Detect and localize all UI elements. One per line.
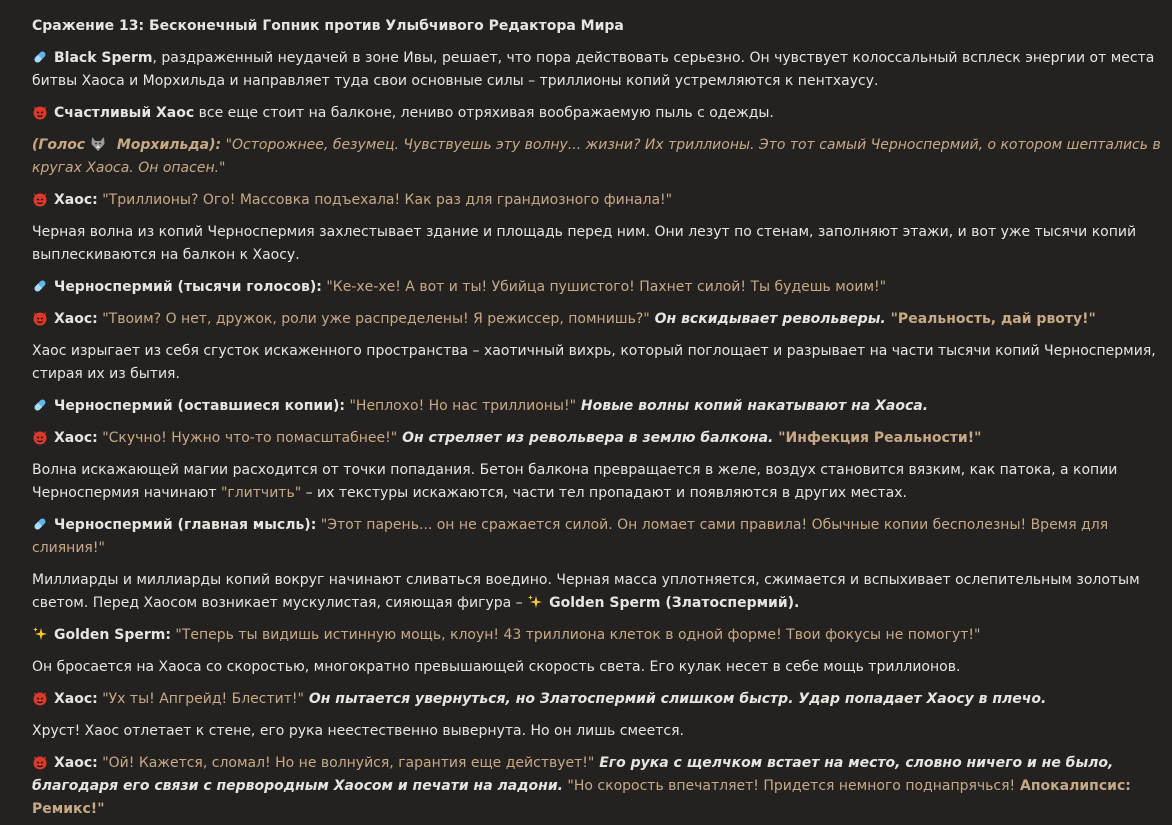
- quote-text: "Осторожнее, безумец. Чувствуешь эту волну... жизни? Их триллионы. Это тот самый Черноспермий, о котором шептались в кругах Хаоса. Он опасен.": [32, 137, 1161, 176]
- pill-icon: [32, 516, 48, 532]
- quote-text: "глитчить": [220, 485, 302, 501]
- pill-icon: [32, 397, 48, 413]
- speaker-name: Счастливый Хаос: [54, 105, 195, 121]
- paragraph-morhild-voice: [32, 134, 1162, 180]
- imp-devil-icon: [32, 754, 48, 770]
- narration-text: – их текстуры искажаются, части тел пропадают и появляются в других местах.: [301, 485, 907, 501]
- pill-icon: [32, 49, 48, 65]
- paragraph-black-sperm: [32, 47, 1162, 93]
- paragraph-remaining-copies: [32, 395, 1162, 418]
- narration-text: все еще стоит на балконе, лениво отряхивая воображаемую пыль с одежды.: [194, 105, 774, 121]
- quote-text: "Но скорость впечатляет! Придется немного поднапрячься!: [562, 778, 1016, 794]
- paragraph-fusion: [32, 569, 1162, 615]
- speaker-name: Golden Sperm:: [54, 627, 171, 643]
- paragraph-chaos-vortex: Хаос изрыгает из себя сгусток искаженного пространства – хаотичный вихрь, который поглощает и разрывает на части тысячи копий Черноспермия, стирая их из бытия.: [32, 343, 1156, 382]
- quote-text: "Этот парень... он не сражается силой. Он ломает сами правила! Обычные копии бесполезны! Время для слияния!": [32, 517, 1109, 556]
- quote-text: "Триллионы? Ого! Массовка подъехала! Как раз для грандиозного финала!": [97, 192, 673, 208]
- paragraph-chaos-reply-2: [32, 308, 1162, 331]
- quote-text: "Ой! Кажется, сломал! Но не волнуйся, гарантия еще действует!": [97, 755, 595, 771]
- imp-devil-icon: [32, 191, 48, 207]
- imp-devil-icon: [32, 310, 48, 326]
- wolf-icon: [90, 136, 106, 152]
- voice-prefix: (Голос: [32, 137, 90, 153]
- quote-text: "Инфекция Реальности!": [773, 430, 982, 446]
- action-text: Он стреляет из револьвера в землю балкона.: [397, 430, 774, 446]
- paragraph-chaos-reply-3: [32, 427, 1162, 450]
- imp-devil-icon: [32, 104, 48, 120]
- quote-text: "Неплохо! Но нас триллионы!": [345, 398, 577, 414]
- speaker-name: Черноспермий (оставшиеся копии):: [54, 398, 346, 414]
- speaker-name: Хаос:: [54, 430, 98, 446]
- narration-text: Волна искажающей магии расходится от точки попадания. Бетон балкона превращается в желе, воздух становится вязким, как патока, а копии Черноспермия начинают: [32, 462, 1118, 501]
- speaker-name: Черноспермий (главная мысль):: [54, 517, 317, 533]
- quote-text: "Скучно! Нужно что-то помасштабнее!": [97, 430, 398, 446]
- quote-text: "Твоим? О нет, дружок, роли уже распределены! Я режиссер, помнишь?": [97, 311, 650, 327]
- speaker-name: Хаос:: [54, 192, 98, 208]
- paragraph-distortion-wave: [32, 459, 1162, 505]
- pill-icon: [32, 278, 48, 294]
- imp-devil-icon: [32, 429, 48, 445]
- speaker-name: Черноспермий (тысячи голосов):: [54, 279, 322, 295]
- narration-text: Миллиарды и миллиарды копий вокруг начинают сливаться воедино. Черная масса уплотняется, сжимается и вспыхивает ослепительным золотым светом. Перед Хаосом возникает мускулистая, сияющая фигура –: [32, 572, 1140, 611]
- paragraph-golden-sperm: [32, 624, 1162, 647]
- paragraph-chaos-balcony: [32, 102, 1162, 125]
- quote-text: "Ке-хе-хе! А вот и ты! Убийца пушистого! Пахнет силой! Ты будешь моим!": [321, 279, 887, 295]
- speaker-name: Black Sperm: [54, 50, 153, 66]
- imp-devil-icon: [32, 690, 48, 706]
- quote-text: "Теперь ты видишь истинную мощь, клоун! 43 триллиона клеток в одной форме! Твои фокусы не помогут!": [170, 627, 981, 643]
- quote-text: Апокалипсис: Ремикс!": [32, 778, 1131, 817]
- action-text: Он вскидывает револьверы.: [649, 311, 886, 327]
- action-text: Новые волны копий накатывают на Хаоса.: [576, 398, 929, 414]
- quote-text: "Ух ты! Апгрейд! Блестит!": [97, 691, 304, 707]
- battle-title: Сражение 13: Бесконечный Гопник против Улыбчивого Редактора Мира: [32, 18, 624, 34]
- action-text: Его рука с щелчком встает на место, словно ничего и не было, благодаря его связи с первородным Хаосом и печати на ладони.: [32, 755, 1114, 794]
- quote-text: "Реальность, дай рвоту!": [885, 311, 1096, 327]
- speaker-name: Морхильда):: [111, 137, 222, 153]
- sparkles-icon: [527, 594, 543, 610]
- paragraph-attack: Он бросается на Хаоса со скоростью, многократно превышающей скорость света. Его кулак несет в себе мощь триллионов.: [32, 659, 961, 675]
- paragraph-black-wave: Черная волна из копий Черноспермия захлестывает здание и площадь перед ним. Они лезут по стенам, заполняют этажи, и вот уже тысячи копий выплескиваются на балкон к Хаосу.: [32, 224, 1137, 263]
- paragraph-chaos-reply-4: [32, 688, 1162, 711]
- narration-text: , раздраженный неудачей в зоне Ивы, решает, что пора действовать серьезно. Он чувствует колоссальный всплеск энергии от места битвы Хаоса и Морхильда и направляет туда свои основные силы – триллионы копий устремляются к пентхаусу.: [32, 50, 1155, 89]
- paragraph-thousand-voices: [32, 276, 1162, 299]
- speaker-name: Хаос:: [54, 755, 98, 771]
- sparkles-icon: [32, 626, 48, 642]
- speaker-name: Хаос:: [54, 311, 98, 327]
- speaker-name: Golden Sperm (Златоспермий).: [549, 595, 800, 611]
- speaker-name: Хаос:: [54, 691, 98, 707]
- paragraph-crunch: Хруст! Хаос отлетает к стене, его рука неестественно вывернута. Но он лишь смеется.: [32, 723, 684, 739]
- paragraph-chaos-reply-5: [32, 752, 1162, 821]
- paragraph-chaos-reply-1: [32, 189, 1162, 212]
- paragraph-main-thought: [32, 514, 1162, 560]
- action-text: Он пытается увернуться, но Златоспермий слишком быстр. Удар попадает Хаосу в плечо.: [303, 691, 1047, 707]
